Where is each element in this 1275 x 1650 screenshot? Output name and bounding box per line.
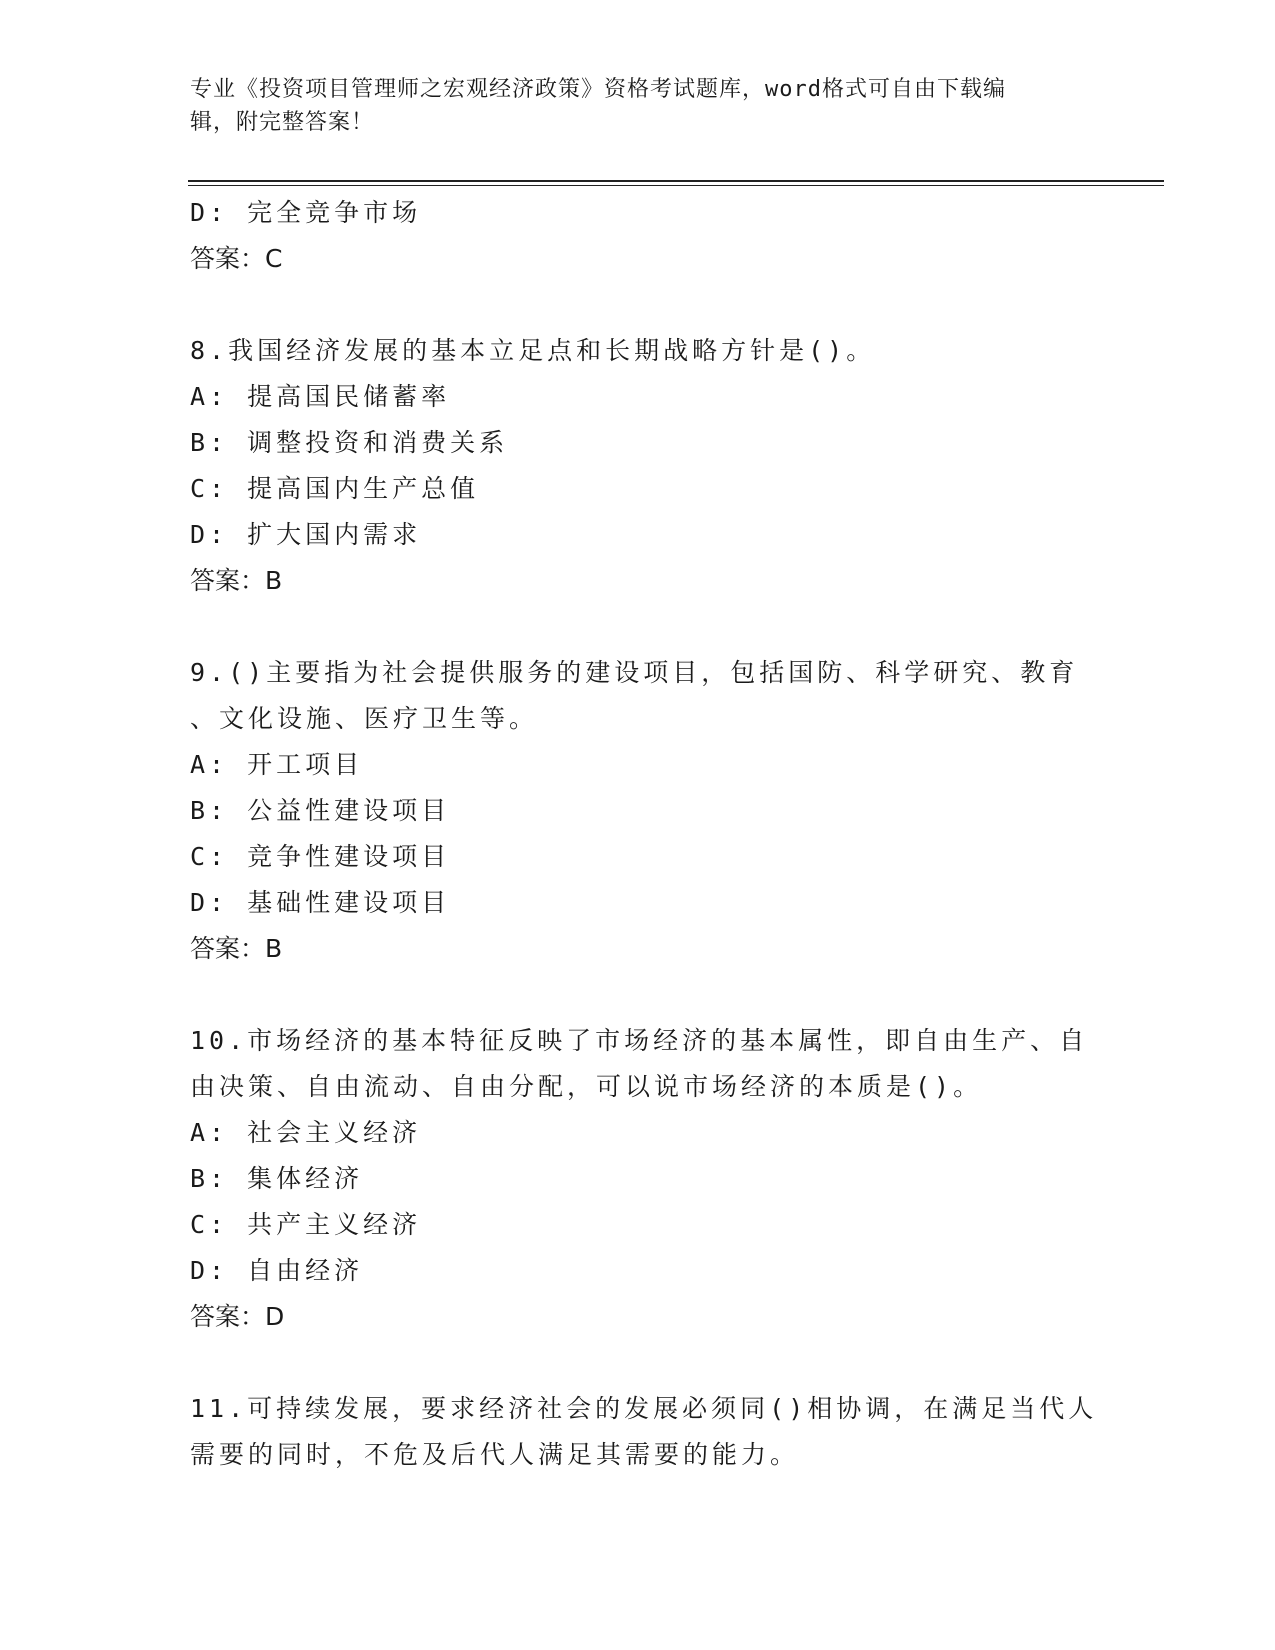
question-stem-line-1: 11.可持续发展，要求经济社会的发展必须同()相协调，在满足当代人 <box>190 1394 1098 1423</box>
option-a: A: 提高国民储蓄率 <box>190 382 451 411</box>
option-b: B: 调整投资和消费关系 <box>190 428 509 457</box>
question-stem: 8.我国经济发展的基本立足点和长期战略方针是()。 <box>190 336 876 365</box>
option-a: A: 开工项目 <box>190 750 364 779</box>
question-stem-line-1: 10.市场经济的基本特征反映了市场经济的基本属性，即自由生产、自 <box>190 1026 1089 1055</box>
answer: 答案：B <box>190 566 283 595</box>
option-d: D: 完全竞争市场 <box>190 198 422 227</box>
option-c: C: 提高国内生产总值 <box>190 474 480 503</box>
header-divider <box>188 180 1164 182</box>
header-divider-thin <box>188 185 1164 186</box>
option-d: D: 基础性建设项目 <box>190 888 451 917</box>
option-d: D: 扩大国内需求 <box>190 520 422 549</box>
option-b: B: 集体经济 <box>190 1164 364 1193</box>
option-d: D: 自由经济 <box>190 1256 364 1285</box>
option-c: C: 共产主义经济 <box>190 1210 422 1239</box>
question-10 <box>190 1018 1090 1340</box>
option-b: B: 公益性建设项目 <box>190 796 451 825</box>
document-header <box>190 73 1090 139</box>
answer: 答案：D <box>190 1302 285 1331</box>
question-stem-line-2: 需要的同时，不危及后代人满足其需要的能力。 <box>190 1440 800 1469</box>
question-list <box>190 190 1098 1478</box>
question-stem-line-2: 由决策、自由流动、自由分配，可以说市场经济的本质是()。 <box>190 1072 983 1101</box>
header-line-1: 专业《投资项目管理师之宏观经济政策》资格考试题库，word格式可自由下载编 <box>190 77 1006 102</box>
question-stem-line-1: 9.()主要指为社会提供服务的建设项目，包括国防、科学研究、教育 <box>190 658 1079 687</box>
option-c: C: 竞争性建设项目 <box>190 842 451 871</box>
question-stem-line-2: 、文化设施、医疗卫生等。 <box>190 704 539 733</box>
answer: 答案：B <box>190 934 283 963</box>
option-a: A: 社会主义经济 <box>190 1118 422 1147</box>
answer: 答案：C <box>190 244 283 273</box>
question-8 <box>190 328 1090 604</box>
question-9 <box>190 650 1090 972</box>
question-11 <box>190 1386 1098 1478</box>
header-line-2: 辑，附完整答案！ <box>190 110 375 135</box>
